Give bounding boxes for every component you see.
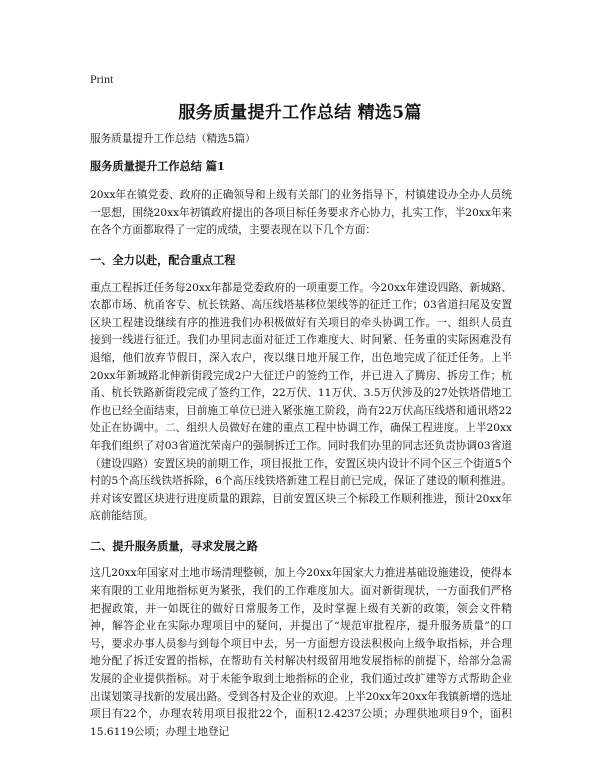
document-heading: 服务质量提升工作总结 篇1 <box>90 158 225 173</box>
page-title: 服务质量提升工作总结 精选5篇 <box>178 103 422 123</box>
article-subtitle: 服务质量提升工作总结（精选5篇） <box>90 133 256 145</box>
section-1-heading: 一、全力以赴，配合重点工程 <box>90 252 236 267</box>
print-link[interactable]: Print <box>90 72 114 86</box>
intro-paragraph: 20xx年在镇党委、政府的正确领导和上级有关部门的业务指导下，村镇建设办全办人员统一思想，围绕20xx年初镇政府提出的各项目标任务要求齐心协力，扎实工作，半20xx年来在各个方面都取得了一定的成绩，主要表现在以下几个方面： <box>90 189 512 237</box>
article-body <box>90 131 512 743</box>
section-1-paragraph: 重点工程拆迁任务每20xx年都是党委政府的一项重要工作。今20xx年建设四路、新城路、农都市场、杭甬客专、杭长铁路、高压线塔基移位架线等的征迁工作；03省道扫尾及安置区块工程建设继续有序的推进我们办积极做好有关项目的牵头协调工作。一、组织人员直接到一线进行征迁。我们办里同志面对征迁工作难度大、时间紧、任务重的实际困难没有退缩，他们放弃节假日，深入农户，夜以继日地开展工作，出色地完成了征迁任务。上半20xx年新城路北伸新街段完成2户大征迁户的签约工作，并已进入了腾房、拆房工作；杭甬、杭长铁路新街段完成了签约工作，22万伏、11万伏、3.5万伏涉及的27处铁塔借地工作也已经全面结束，目前施工单位已进入紧张施工阶段，尚有22万伏高压线塔和通讯塔22处正在协调中。二、组织人员做好在建的重点工程中协调工作，确保工程进度。上半20xx年我们组织了对03省道沈荣南户的强制拆迁工作。同时我们办里的同志还负责协调03省道（建设四路）安置区块的前期工作，项目报批工作，安置区块内设计不同个区三个街道5个村的5个高压线铁塔拆除，6个高压线铁塔新建工程目前已完成，保证了建设的顺利推进。并对该安置区块进行进度质量的跟踪，目前安置区块三个标段工作顺利推进，预计20xx年底前能结顶。 <box>90 281 512 523</box>
section-2-heading: 二、提升服务质量，寻求发展之路 <box>90 538 258 553</box>
section-2-paragraph: 这几20xx年国家对土地市场清理整顿，加上今20xx年国家大力推进基础设施建设，使得本来有限的工业用地指标更为紧张，我们的工作难度加大。面对新街现状，一方面我们严格把握政策，并一如既往的做好日常服务工作，及时掌握上级有关新的政策，领会文件精神，解答企业在实际办理项目中的疑问，并提出了“规范审批程序，提升服务质量”的口号，要求办事人员参与到每个项目中去，另一方面想方设法积极向上级争取指标，并合理地分配了拆迁安置的指标，在帮助有关村解决村级留用地发展指标的前提下，给部分急需发展的企业提供指标。对于未能争取到土地指标的企业，我们通过改扩建等方式帮助企业出谋划策寻找新的发展出路。受到各村及企业的欢迎。上半20xx年20xx年我镇新增的选址项目有22个，办理农转用项目报批22个，面积12.4237公顷；办理供地项目9个，面积15.6119公顷；办理土地登记 <box>90 567 512 738</box>
